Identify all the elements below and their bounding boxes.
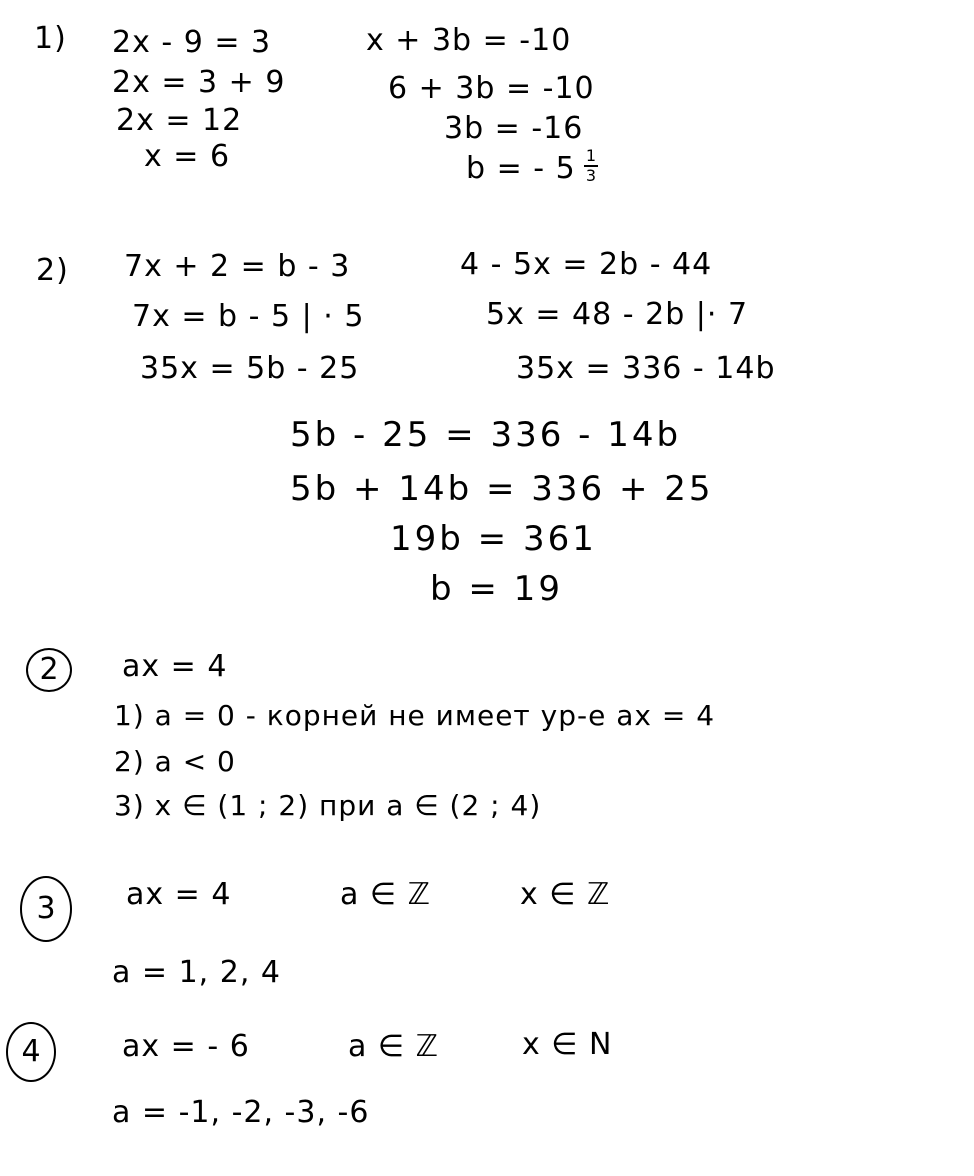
problem-2-center-line-2: 5b + 14b = 336 + 25 xyxy=(290,469,714,509)
problem-2-right-line-3: 35x = 336 - 14b xyxy=(516,351,776,386)
circled-problem-3-answer: a = 1, 2, 4 xyxy=(112,955,281,990)
circled-problem-3-equation: ax = 4 xyxy=(126,877,232,912)
circled-problem-3-condition-a: a ∈ ℤ xyxy=(340,877,431,912)
problem-2-left-line-2: 7x = b - 5 | · 5 xyxy=(132,299,365,334)
circled-problem-4-equation: ax = - 6 xyxy=(122,1029,250,1064)
problem-2-left-line-3: 35x = 5b - 25 xyxy=(140,351,360,386)
circled-problem-3-condition-x: x ∈ ℤ xyxy=(520,877,611,912)
mixed-fraction xyxy=(584,148,598,184)
circled-problem-2-number: 2 xyxy=(39,652,59,687)
problem-2-left-line-1: 7x + 2 = b - 3 xyxy=(124,249,351,284)
circled-problem-2-line-2: 2) a < 0 xyxy=(114,745,236,778)
problem-1-right-line-4: b = - 5 xyxy=(466,151,576,186)
circled-problem-2-marker xyxy=(26,648,72,692)
circled-problem-4-condition-x: x ∈ N xyxy=(522,1027,613,1062)
circled-problem-3-number: 3 xyxy=(36,891,56,926)
circled-problem-3-marker xyxy=(20,876,72,942)
problem-1-left-line-2: 2x = 3 + 9 xyxy=(112,65,286,100)
problem-2-center-line-1: 5b - 25 = 336 - 14b xyxy=(290,415,682,455)
problem-1-left-line-4: x = 6 xyxy=(144,139,231,174)
problem-1-right-line-2: 6 + 3b = -10 xyxy=(388,71,595,106)
problem-1-marker: 1) xyxy=(34,21,67,56)
circled-problem-2-line-3: 3) x ∈ (1 ; 2) при a ∈ (2 ; 4) xyxy=(114,789,542,822)
problem-2-center-line-3: 19b = 361 xyxy=(390,519,597,559)
circled-problem-4-number: 4 xyxy=(21,1034,41,1069)
circled-problem-4-marker xyxy=(6,1022,56,1082)
fraction-denominator: 3 xyxy=(585,166,597,185)
circled-problem-4-answer: a = -1, -2, -3, -6 xyxy=(112,1095,370,1130)
problem-1-left-line-3: 2x = 12 xyxy=(116,103,243,138)
problem-2-right-line-2: 5x = 48 - 2b |· 7 xyxy=(486,297,749,332)
fraction-numerator: 1 xyxy=(585,146,597,165)
problem-2-marker: 2) xyxy=(36,253,69,288)
problem-1-right-line-1: x + 3b = -10 xyxy=(366,23,572,58)
circled-problem-2-header: ax = 4 xyxy=(122,649,228,684)
circled-problem-2-line-1: 1) a = 0 - корней не имеет ур-е ax = 4 xyxy=(114,699,716,732)
problem-1-left-line-1: 2x - 9 = 3 xyxy=(112,25,272,60)
problem-2-center-line-4: b = 19 xyxy=(430,569,563,609)
problem-1-right-line-3: 3b = -16 xyxy=(444,111,584,146)
circled-problem-4-condition-a: a ∈ ℤ xyxy=(348,1029,439,1064)
problem-2-right-line-1: 4 - 5x = 2b - 44 xyxy=(460,247,713,282)
